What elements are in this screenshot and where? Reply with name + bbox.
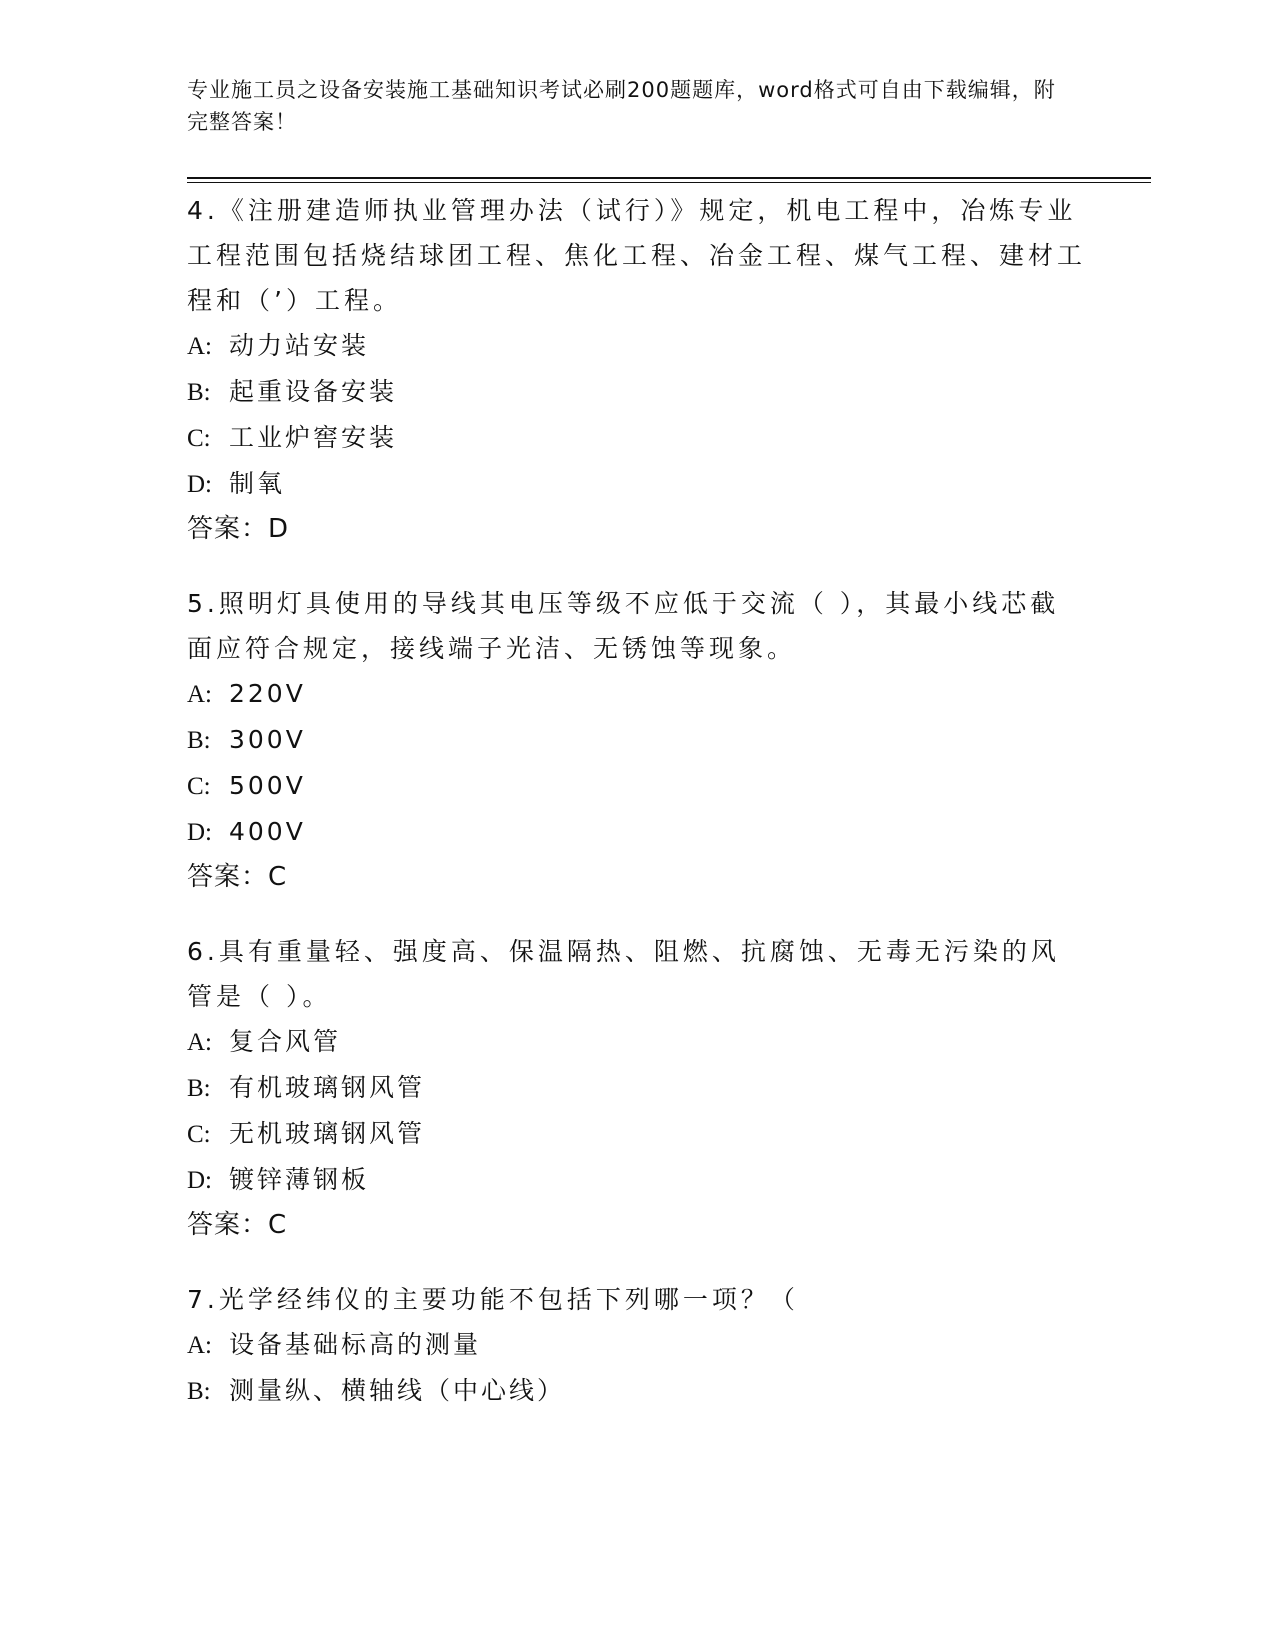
option-c bbox=[187, 763, 1087, 809]
question-list bbox=[187, 188, 1087, 1443]
option-text: 测量纵、横轴线（中心线） bbox=[229, 1376, 566, 1405]
option-letter: A: bbox=[187, 681, 212, 708]
option-d bbox=[187, 1157, 1087, 1203]
option-letter: B: bbox=[187, 727, 211, 754]
option-b bbox=[187, 717, 1087, 763]
document-header: 专业施工员之设备安装施工基础知识考试必刷200题题库，word格式可自由下载编辑，附完整答案！ bbox=[187, 78, 1056, 134]
option-letter: A: bbox=[187, 1029, 212, 1056]
option-c bbox=[187, 1111, 1087, 1157]
option-text: 500V bbox=[229, 771, 306, 800]
option-letter: C: bbox=[187, 1121, 211, 1148]
option-letter: A: bbox=[187, 333, 212, 360]
option-text: 镀锌薄钢板 bbox=[229, 1165, 370, 1194]
question-7 bbox=[187, 1277, 1087, 1414]
option-letter: D: bbox=[187, 819, 212, 846]
option-a bbox=[187, 1019, 1087, 1065]
option-letter: B: bbox=[187, 1378, 211, 1405]
header-divider-thick bbox=[187, 177, 1151, 179]
option-b bbox=[187, 1065, 1087, 1111]
option-text: 220V bbox=[229, 679, 306, 708]
option-letter: B: bbox=[187, 379, 211, 406]
option-letter: C: bbox=[187, 425, 211, 452]
option-letter: D: bbox=[187, 471, 212, 498]
option-text: 复合风管 bbox=[229, 1027, 342, 1056]
option-text: 动力站安装 bbox=[229, 331, 370, 360]
option-d bbox=[187, 809, 1087, 855]
option-letter: D: bbox=[187, 1167, 212, 1194]
option-text: 设备基础标高的测量 bbox=[229, 1330, 482, 1359]
question-6 bbox=[187, 929, 1087, 1248]
question-4 bbox=[187, 188, 1087, 552]
option-text: 有机玻璃钢风管 bbox=[229, 1073, 426, 1102]
option-a bbox=[187, 1322, 1087, 1368]
answer-line: 答案：D bbox=[187, 514, 290, 544]
option-b bbox=[187, 1368, 1087, 1414]
option-text: 无机玻璃钢风管 bbox=[229, 1119, 426, 1148]
header-divider-thin bbox=[187, 182, 1151, 183]
option-b bbox=[187, 369, 1087, 415]
option-letter: B: bbox=[187, 1075, 211, 1102]
option-text: 400V bbox=[229, 817, 306, 846]
question-text: 4.《注册建造师执业管理办法（试行）》规定，机电工程中，冶炼专业工程范围包括烧结球团工程、焦化工程、冶金工程、煤气工程、建材工程和（’）工程。 bbox=[187, 196, 1087, 315]
option-d bbox=[187, 461, 1087, 507]
option-text: 300V bbox=[229, 725, 306, 754]
question-5 bbox=[187, 581, 1087, 900]
option-text: 制氧 bbox=[229, 469, 286, 498]
answer-line: 答案：C bbox=[187, 862, 288, 892]
option-letter: A: bbox=[187, 1332, 212, 1359]
answer-line: 答案：C bbox=[187, 1210, 288, 1240]
option-c bbox=[187, 415, 1087, 461]
option-a bbox=[187, 671, 1087, 717]
option-a bbox=[187, 323, 1087, 369]
question-text: 5.照明灯具使用的导线其电压等级不应低于交流（ ），其最小线芯截面应符合规定，接线端子光洁、无锈蚀等现象。 bbox=[187, 589, 1060, 663]
question-text: 7.光学经纬仪的主要功能不包括下列哪一项？（ bbox=[187, 1285, 799, 1314]
option-letter: C: bbox=[187, 773, 211, 800]
question-text: 6.具有重量轻、强度高、保温隔热、阻燃、抗腐蚀、无毒无污染的风管是（ ）。 bbox=[187, 937, 1060, 1011]
option-text: 起重设备安装 bbox=[229, 377, 398, 406]
option-text: 工业炉窖安装 bbox=[229, 423, 398, 452]
